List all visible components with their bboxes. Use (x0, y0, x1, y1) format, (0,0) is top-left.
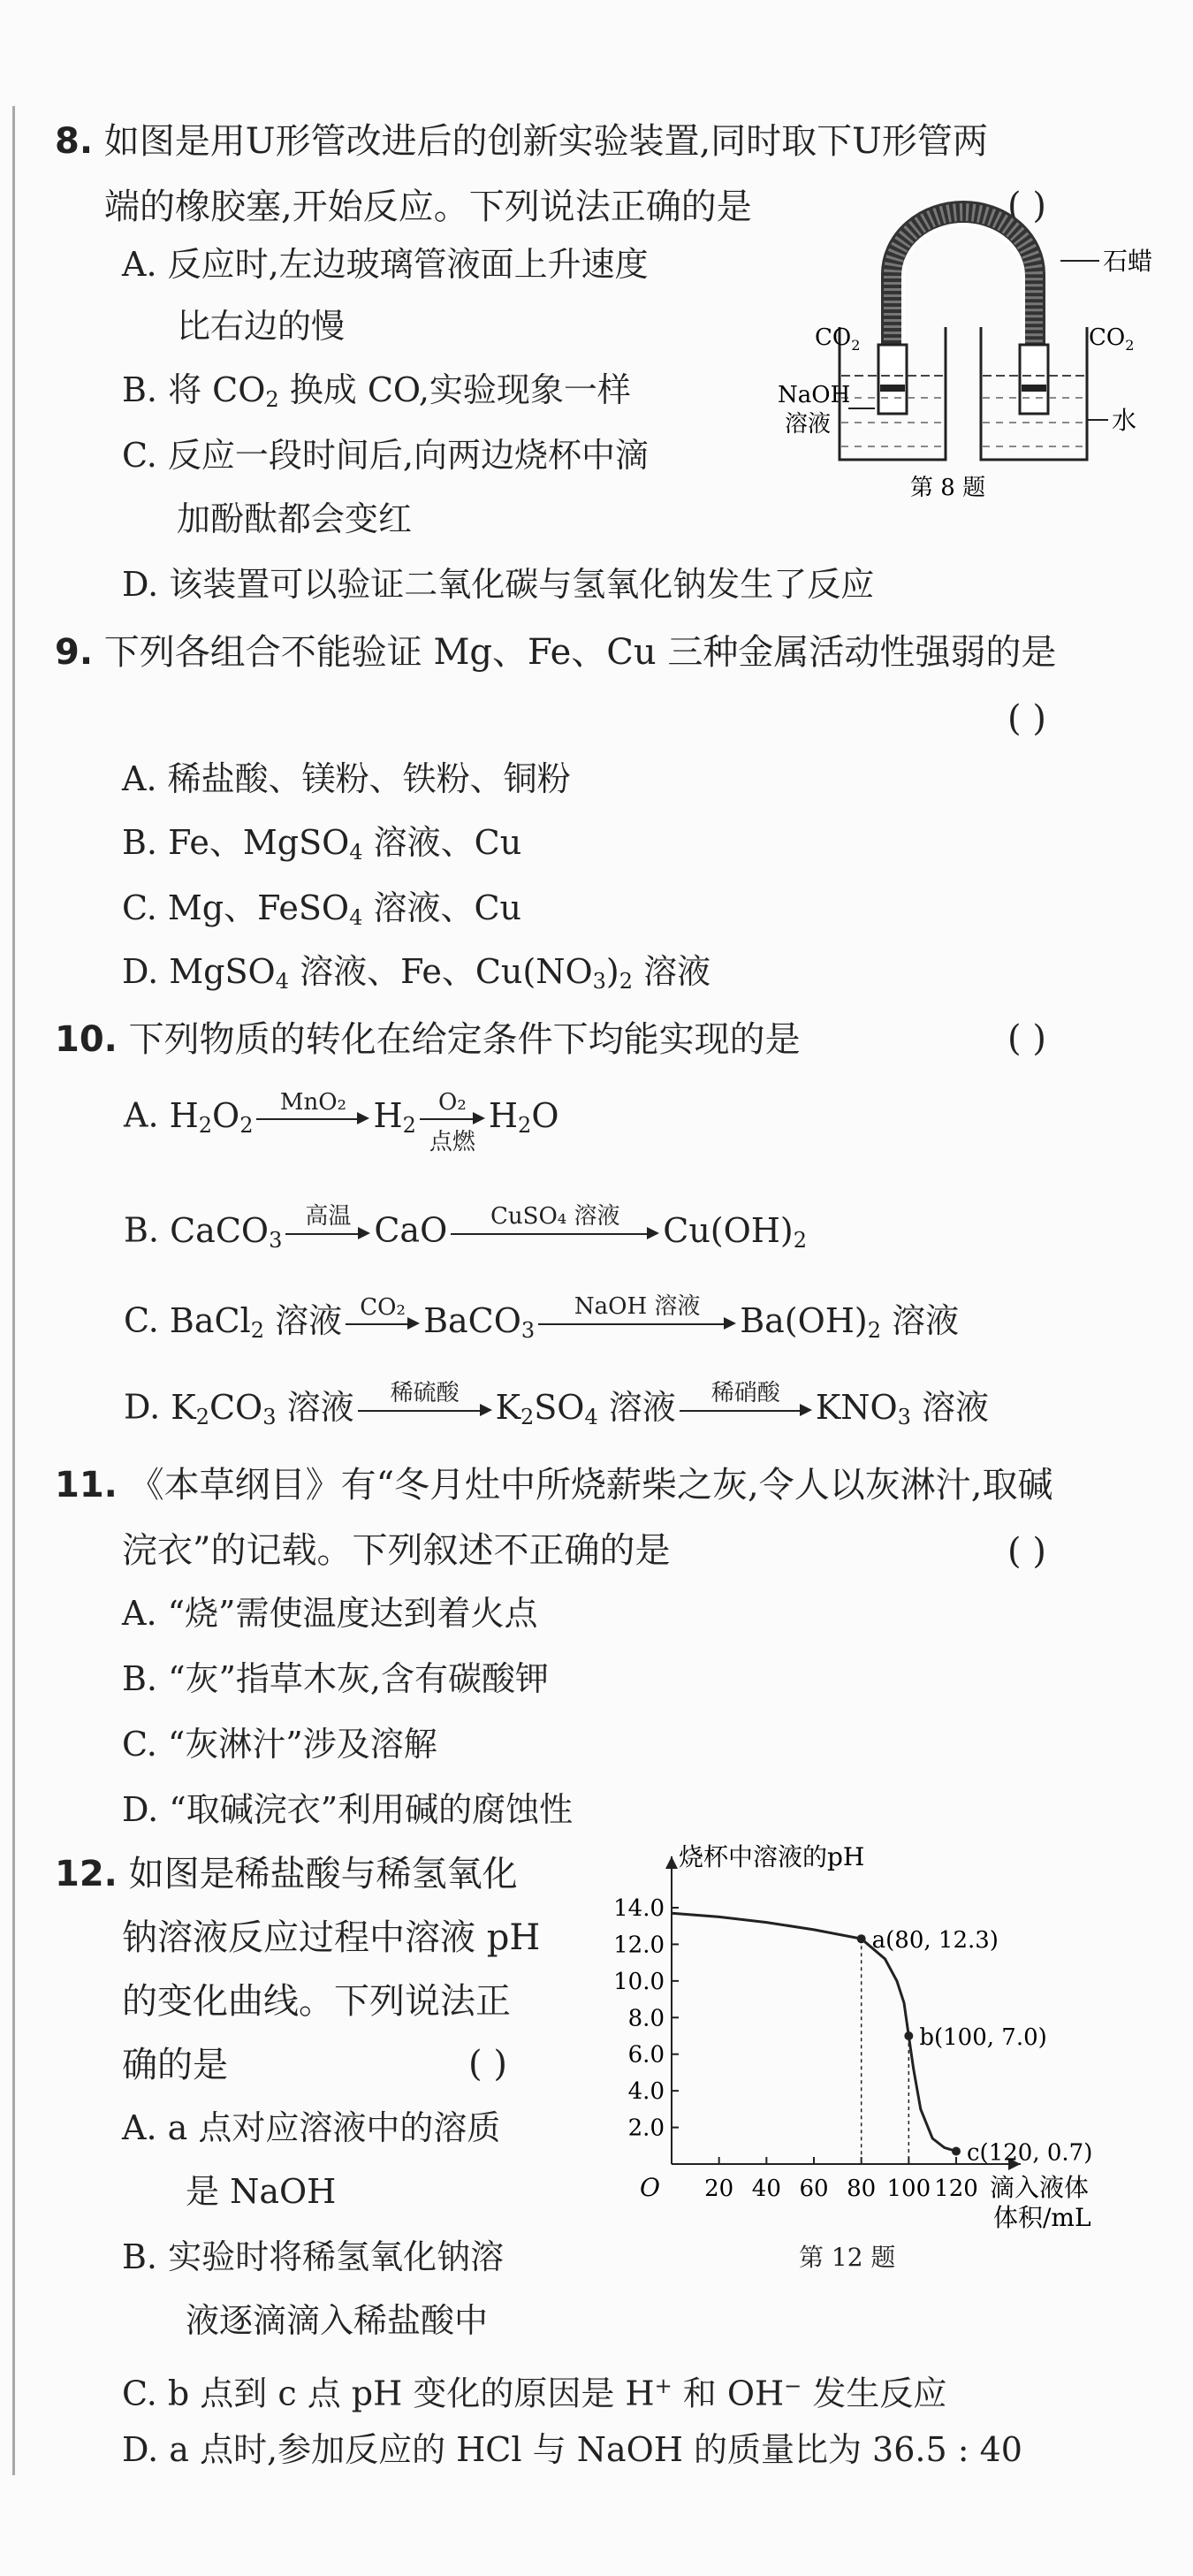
q10-b-arrow1: 高温 (285, 1202, 370, 1264)
point-a-label: a(80, 12.3) (871, 1927, 999, 1955)
q10-c-arrow1: CO₂ (346, 1292, 420, 1354)
y-tick-label: 6.0 (627, 2041, 665, 2069)
point-c-label: c(120, 0.7) (967, 2139, 1093, 2167)
q8-option-b: B. 将 $CO_2$ 换成 CO,实验现象一样 (122, 370, 631, 412)
co2-right-label: $CO_2$ (1089, 324, 1135, 354)
x-tick-label: 20 (704, 2176, 734, 2202)
q8-figure-caption: 第 8 题 (910, 475, 986, 501)
q10-b-arrow2: CuSO₄ 溶液 (451, 1202, 659, 1264)
q11-stem-text1: 《本草纲目》有“冬月灶中所烧薪柴之灰,令人以灰淋汁,取碱 (128, 1465, 1053, 1505)
y-tick-label: 14.0 (613, 1895, 665, 1922)
x-tick-label: 100 (886, 2176, 931, 2202)
chart-y-axis-label: 烧杯中溶液的pH (679, 1842, 865, 1871)
left-tube-end (878, 345, 907, 414)
q10-option-d: D. $K_2CO_3$ 溶液 稀硫酸 $K_2SO_4$ 溶液 稀硝酸 $KNO_3$ 溶液 (124, 1379, 989, 1450)
naoh-label: NaOH (778, 382, 851, 408)
q12-option-a-line2: 是 NaOH (186, 2172, 337, 2211)
q8-option-d: D. 该装置可以验证二氧化碳与氢氧化钠发生了反应 (122, 565, 875, 604)
q9-option-d: D. MgSO$_4$ 溶液、Fe、$Cu(NO_3)_2$ 溶液 (122, 952, 711, 994)
point-b-label: b(100, 7.0) (919, 2024, 1047, 2051)
x-tick-label: 80 (847, 2176, 877, 2202)
y-tick-label: 10.0 (613, 1968, 665, 1995)
q12-stem-line4: 确的是 (122, 2045, 228, 2085)
binding-margin-line (12, 106, 15, 2475)
x-tick-label: 40 (751, 2176, 781, 2202)
q11-option-c: C. “灰淋汁”涉及溶解 (122, 1725, 437, 1764)
q11-option-a: A. “烧”需使温度达到着火点 (122, 1594, 538, 1633)
q8-option-c-line1: C. 反应一段时间后,向两边烧杯中滴 (122, 436, 649, 475)
x-tick-label: 120 (934, 2176, 978, 2202)
q10-option-b: B. CaCO$_3$ 高温 CaO CuSO₄ 溶液 $Cu(OH)_2$ (124, 1202, 807, 1273)
q12-option-b-line1: B. 实验时将稀氢氧化钠溶 (122, 2237, 505, 2276)
q11-answer-paren: ( ) (1007, 1531, 1046, 1572)
q8-stem-line2: 端的橡胶塞,开始反应。下列说法正确的是 (104, 187, 752, 227)
wax-label: 石蜡 (1103, 247, 1153, 276)
q12-figure-caption: 第 12 题 (799, 2243, 896, 2272)
q8-option-a-line2: 比右边的慢 (177, 307, 346, 346)
q8-option-a-line1: A. 反应时,左边玻璃管液面上升速度 (122, 245, 649, 284)
q12-stem-text1: 如图是稀盐酸与稀氢氧化 (128, 1854, 518, 1894)
q8-option-c-line2: 加酚酞都会变红 (177, 499, 413, 538)
q8-u-tube-figure (760, 221, 1153, 504)
q9-option-c: C. Mg、FeSO$_4$ 溶液、Cu (122, 888, 521, 930)
chart-x-axis-label-1: 滴入液体 (990, 2173, 1090, 2202)
q8-answer-paren: ( ) (1007, 186, 1046, 226)
q10-option-c: C. BaCl$_2$ 溶液 CO₂ BaCO$_3$ NaOH 溶液 $Ba(OH)_2$ 溶液 (124, 1292, 959, 1363)
q9-option-a: A. 稀盐酸、镁粉、铁粉、铜粉 (122, 759, 571, 798)
q12-ph-chart (613, 1839, 1166, 2263)
q8-number: 8. (55, 121, 94, 162)
q10-d-arrow1: 稀硫酸 (358, 1379, 492, 1441)
y-axis-arrowhead (665, 1856, 678, 1869)
naoh-solution-label: 溶液 (785, 411, 832, 438)
q8-stem-line1 (55, 108, 988, 175)
left-liquid-mark (880, 385, 905, 392)
q12-option-a-line1: A. a 点对应溶液中的溶质 (122, 2108, 501, 2147)
q11-option-d: D. “取碱浣衣”利用碱的腐蚀性 (122, 1790, 574, 1829)
x-tick-label: 60 (799, 2176, 829, 2202)
right-liquid-mark (1022, 385, 1046, 392)
q9-option-b: B. Fe、MgSO$_4$ 溶液、Cu (122, 823, 522, 865)
q10-option-a: A. $H_2O_2$ MnO₂ $H_2$ O₂ 点燃 $H_2O$ (124, 1088, 559, 1155)
water-label: 水 (1112, 406, 1137, 435)
q12-answer-paren: ( ) (468, 2044, 507, 2084)
q11-stem-line2: 浣衣”的记载。下列叙述不正确的是 (122, 1530, 671, 1571)
q12-option-b-line2: 液逐滴滴入稀盐酸中 (186, 2301, 489, 2340)
y-tick-label: 4.0 (627, 2078, 665, 2106)
q12-number: 12. (55, 1854, 118, 1894)
q12-stem-line3: 的变化曲线。下列说法正 (122, 1981, 511, 2022)
chart-origin-label: O (640, 2173, 660, 2202)
q10-stem-text: 下列物质的转化在给定条件下均能实现的是 (128, 1019, 801, 1060)
q11-option-b: B. “灰”指草木灰,含有碳酸钾 (122, 1659, 550, 1698)
u-tube-inner-wall (903, 225, 1023, 371)
q10-stem (55, 1006, 801, 1073)
y-tick-label: 8.0 (627, 2005, 665, 2032)
chart-axes (665, 1856, 1021, 2170)
q9-number: 9. (55, 632, 94, 673)
q12-stem-line1 (55, 1841, 518, 1908)
q8-stem-text1: 如图是用U形管改进后的创新实验装置,同时取下U形管两 (103, 121, 988, 162)
q9-stem-text: 下列各组合不能验证 Mg、Fe、Cu 三种金属活动性强弱的是 (103, 632, 1057, 673)
q10-c-arrow2: NaOH 溶液 (538, 1292, 736, 1354)
q10-number: 10. (55, 1019, 118, 1060)
q11-stem-line1 (55, 1452, 1052, 1519)
q10-a-arrow1: MnO₂ (256, 1087, 369, 1149)
q12-option-d: D. a 点时,参加反应的 HCl 与 NaOH 的质量比为 36.5 : 40 (122, 2430, 1022, 2469)
chart-points (857, 1927, 1093, 2166)
q11-number: 11. (55, 1465, 118, 1505)
co2-left-label: $CO_2$ (815, 324, 861, 354)
q10-answer-paren: ( ) (1007, 1018, 1046, 1059)
q12-stem-line2: 钠溶液反应过程中溶液 pH (122, 1917, 541, 1958)
q10-a-arrow2: O₂ 点燃 (420, 1087, 485, 1149)
q12-option-c: C. b 点到 c 点 pH 变化的原因是 H+ 和 OH− 发生反应 (122, 2374, 947, 2413)
q9-answer-paren: ( ) (1007, 698, 1046, 739)
y-tick-label: 2.0 (627, 2115, 665, 2142)
q9-stem (55, 619, 1056, 686)
right-tube-end (1020, 345, 1048, 414)
y-tick-label: 12.0 (613, 1932, 665, 1959)
q10-d-arrow2: 稀硝酸 (680, 1379, 812, 1441)
chart-x-axis-label-2: 体积/mL (993, 2203, 1091, 2232)
